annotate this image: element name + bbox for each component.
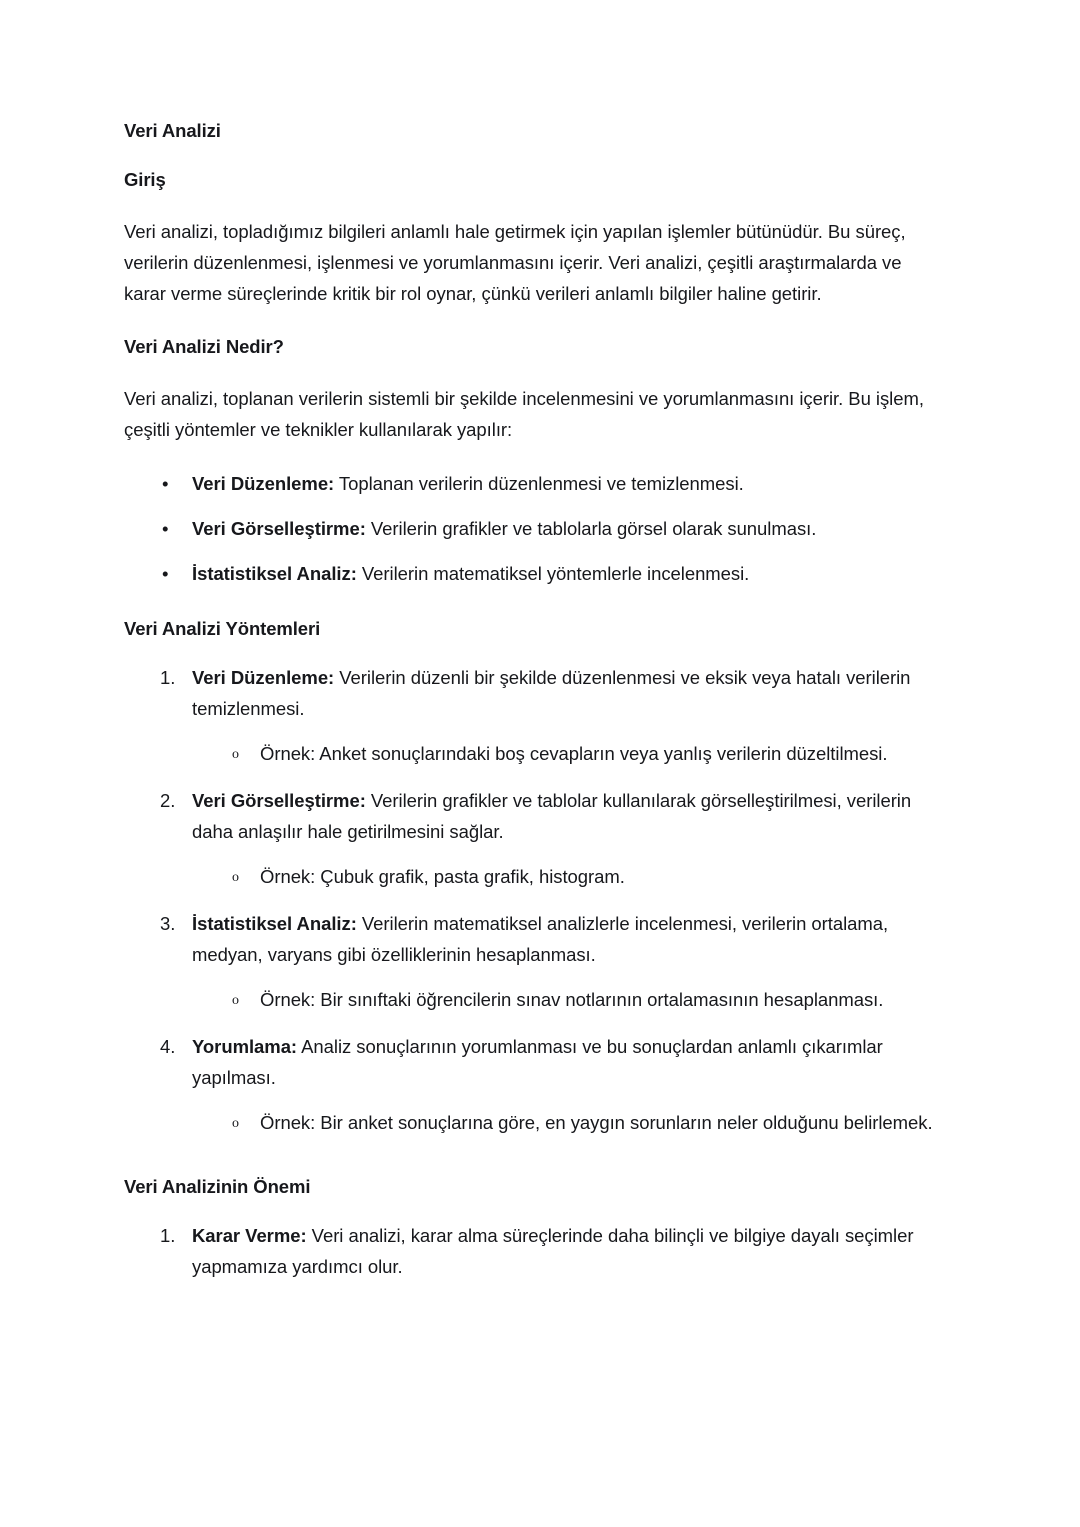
list-item-content — [192, 790, 911, 842]
list-item — [124, 662, 946, 769]
sub-list-item — [192, 861, 946, 892]
bullet-icon: • — [162, 473, 169, 494]
example-sublist — [192, 738, 946, 769]
list-item-text: Verilerin matematiksel yöntemlerle incelenmesi. — [356, 563, 750, 584]
circle-bullet-icon: o — [232, 747, 239, 762]
example-sublist — [192, 984, 946, 1015]
list-item-lead: Karar Verme: — [192, 1225, 307, 1246]
list-item — [124, 513, 946, 544]
spacer — [124, 445, 946, 468]
sub-list-item — [192, 1107, 946, 1138]
list-number: 4. — [160, 1036, 176, 1057]
list-item-text: Analiz sonuçlarının yorumlanması ve bu sonuçlardan anlamlı çıkarımlar yapılması. — [192, 1036, 883, 1088]
example-sublist — [192, 861, 946, 892]
list-item — [124, 558, 946, 589]
example-text: Örnek: Anket sonuçlarındaki boş cevapların veya yanlış verilerin düzeltilmesi. — [260, 743, 888, 764]
spacer — [124, 144, 946, 167]
spacer — [124, 589, 946, 616]
circle-bullet-icon: o — [232, 1116, 239, 1131]
list-item-content — [192, 1036, 883, 1088]
heading-veri-analizi-yontemleri: Veri Analizi Yöntemleri — [124, 618, 321, 639]
list-number: 2. — [160, 790, 176, 811]
heading-veri-analizinin-onemi: Veri Analizinin Önemi — [124, 1176, 311, 1197]
heading-giris: Giriş — [124, 169, 166, 190]
list-item-lead: Veri Görselleştirme: — [192, 518, 366, 539]
list-item-content — [192, 563, 749, 584]
paragraph-what-is: Veri analizi, toplanan verilerin sistemli bir şekilde incelenmesini ve yorumlanmasını içerir. Bu işlem, çeşitli yöntemler ve teknikler kullanılarak yapılır: — [124, 388, 924, 440]
list-item-text: Verilerin matematiksel analizlerle incelenmesi, verilerin ortalama, medyan, varyans gibi özelliklerinin hesaplanması. — [192, 913, 889, 965]
list-item-text: Verilerin grafikler ve tablolar kullanılarak görselleştirilmesi, verilerin daha anlaşılır hale getirilmesini sağlar. — [192, 790, 912, 842]
list-item-content — [192, 1225, 913, 1277]
example-text: Örnek: Bir sınıftaki öğrencilerin sınav notlarının ortalamasının hesaplanması. — [260, 989, 884, 1010]
document-body — [124, 118, 946, 1282]
methods-list — [124, 662, 946, 1138]
list-item-text: Toplanan verilerin düzenlenmesi ve temizlenmesi. — [334, 473, 744, 494]
example-text: Örnek: Bir anket sonuçlarına göre, en yaygın sorunların neler olduğunu belirlemek. — [260, 1112, 933, 1133]
list-item-lead: İstatistiksel Analiz: — [192, 563, 357, 584]
importance-list — [124, 1220, 946, 1282]
spacer — [124, 309, 946, 334]
heading-veri-analizi-nedir: Veri Analizi Nedir? — [124, 336, 284, 357]
sub-list-item — [192, 738, 946, 769]
example-text: Örnek: Çubuk grafik, pasta grafik, histogram. — [260, 866, 625, 887]
list-item-content — [192, 667, 910, 719]
list-item-lead: Veri Düzenleme: — [192, 473, 335, 494]
list-item-text: Verilerin grafikler ve tablolarla görsel olarak sunulması. — [365, 518, 817, 539]
circle-bullet-icon: o — [232, 870, 239, 885]
spacer — [124, 1154, 946, 1174]
list-item-content — [192, 518, 816, 539]
spacer — [124, 1200, 946, 1220]
list-item-text: Veri analizi, karar alma süreçlerinde daha bilinçli ve bilgiye dayalı seçimler yapmamıza yardımcı olur. — [192, 1225, 914, 1277]
definitions-list — [124, 468, 946, 589]
list-item-lead: Veri Görselleştirme: — [192, 790, 366, 811]
list-item-lead: Veri Düzenleme: — [192, 667, 335, 688]
list-item-text: Verilerin düzenli bir şekilde düzenlenmesi ve eksik veya hatalı verilerin temizlenmesi. — [192, 667, 911, 719]
document-title: Veri Analizi — [124, 120, 221, 141]
list-item-content — [192, 473, 744, 494]
list-item-lead: İstatistiksel Analiz: — [192, 913, 357, 934]
example-sublist — [192, 1107, 946, 1138]
list-item — [124, 1220, 946, 1282]
list-item — [124, 468, 946, 499]
paragraph-intro: Veri analizi, topladığımız bilgileri anlamlı hale getirmek için yapılan işlemler bütünüdür. Bu süreç, verilerin düzenlenmesi, işlenmesi ve yorumlanmasını içerir. Veri analizi, çeşitli araştırmalarda ve karar verme süreçlerinde kritik bir rol oynar, çünkü verileri anlamlı bilgiler haline getirir. — [124, 221, 906, 304]
spacer — [124, 642, 946, 662]
list-item — [124, 1031, 946, 1138]
bullet-icon: • — [162, 518, 169, 539]
bullet-icon: • — [162, 563, 169, 584]
list-item — [124, 785, 946, 892]
spacer — [124, 193, 946, 216]
list-item-lead: Yorumlama: — [192, 1036, 298, 1057]
circle-bullet-icon: o — [232, 993, 239, 1008]
list-number: 3. — [160, 913, 176, 934]
list-item-content — [192, 913, 888, 965]
list-number: 1. — [160, 1225, 176, 1246]
list-item — [124, 908, 946, 1015]
sub-list-item — [192, 984, 946, 1015]
spacer — [124, 360, 946, 383]
list-number: 1. — [160, 667, 176, 688]
